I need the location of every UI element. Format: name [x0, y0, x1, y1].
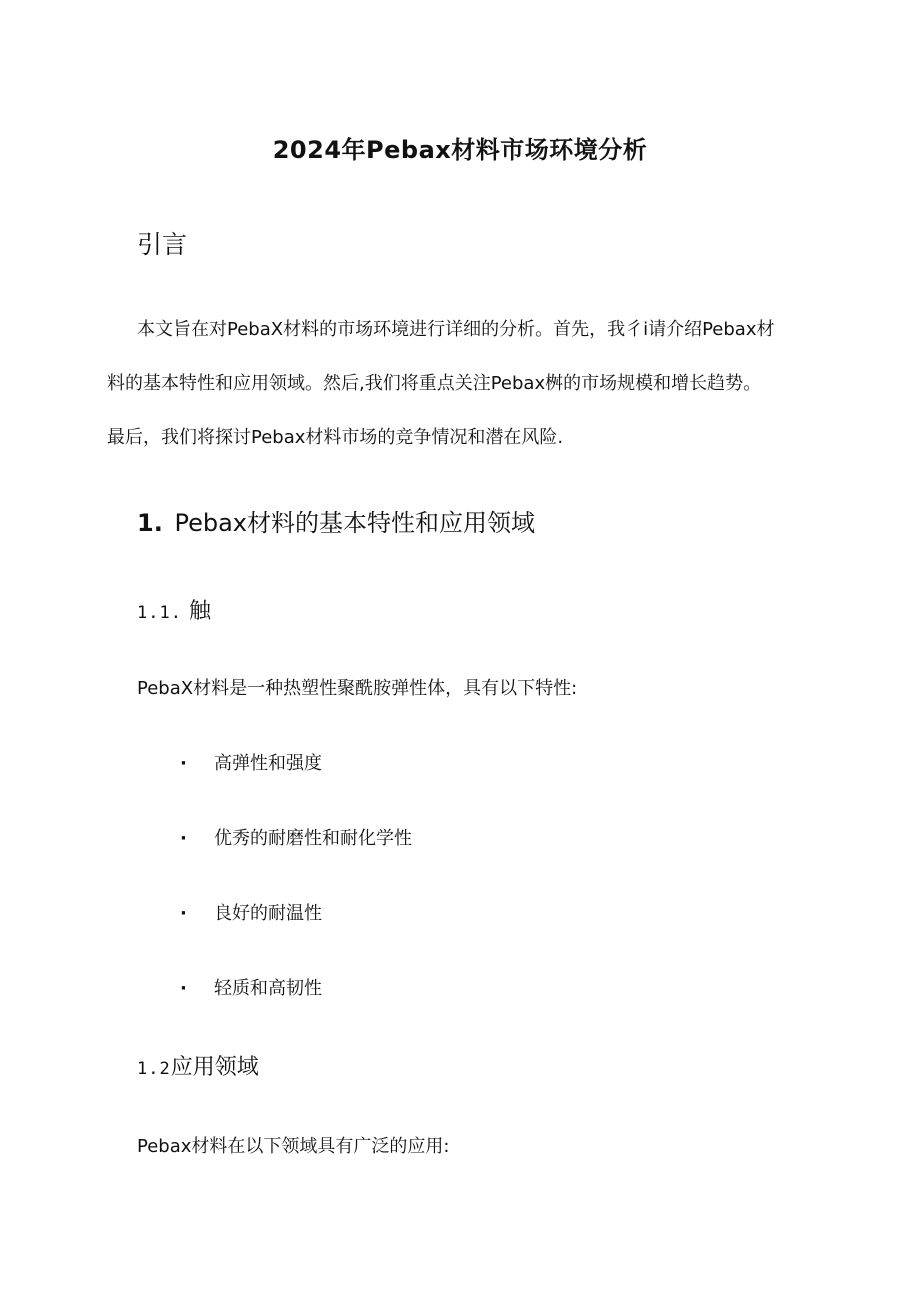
document-title: 2024年Pebax材料市场环境分析	[272, 136, 648, 164]
intro-paragraph-line-1: 本文旨在对PebaX材料的市场环境进行详细的分析。首先，我彳i请介绍Pebax材	[137, 319, 775, 340]
intro-heading: 引言	[137, 230, 188, 259]
bullet-dot-icon: ·	[180, 903, 187, 924]
list-item	[180, 749, 322, 775]
section-1-1-title: 触	[188, 599, 211, 624]
section-1-2-title: 应用领域	[170, 1055, 259, 1080]
bullet-dot-icon: ·	[180, 753, 187, 774]
list-item	[180, 824, 412, 850]
section-1-1-heading	[137, 594, 211, 625]
section-1-number: 1.	[137, 509, 163, 537]
list-item-text: 高弹性和强度	[214, 753, 322, 774]
bullet-dot-icon: ·	[180, 978, 187, 999]
section-1-heading	[137, 503, 535, 538]
section-1-2-intro: Pebax材料在以下领域具有广泛的应用:	[137, 1136, 450, 1157]
intro-paragraph-line-2: 料的基本特性和应用领域。然后,我们将重点关注Pebax桝的市场规模和增长趋势。	[107, 373, 762, 394]
section-1-1-number: 1.1.	[137, 603, 182, 623]
intro-paragraph-line-3: 最后，我们将探讨Pebax材料市场的竞争情况和潜在风险.	[107, 427, 564, 448]
section-1-title: Pebax材料的基本特性和应用领域	[174, 509, 535, 537]
list-item-text: 优秀的耐磨性和耐化学性	[214, 828, 412, 849]
list-item-text: 轻质和高韧性	[214, 978, 322, 999]
bullet-dot-icon: ·	[180, 828, 187, 849]
section-1-2-number: 1.2	[137, 1059, 171, 1079]
list-item	[180, 974, 322, 1000]
section-1-1-intro: PebaX材料是一种热塑性聚酰胺弹性体，具有以下特性:	[137, 678, 578, 699]
section-1-2-heading	[137, 1050, 259, 1081]
list-item-text: 良好的耐温性	[214, 903, 322, 924]
list-item	[180, 899, 322, 925]
